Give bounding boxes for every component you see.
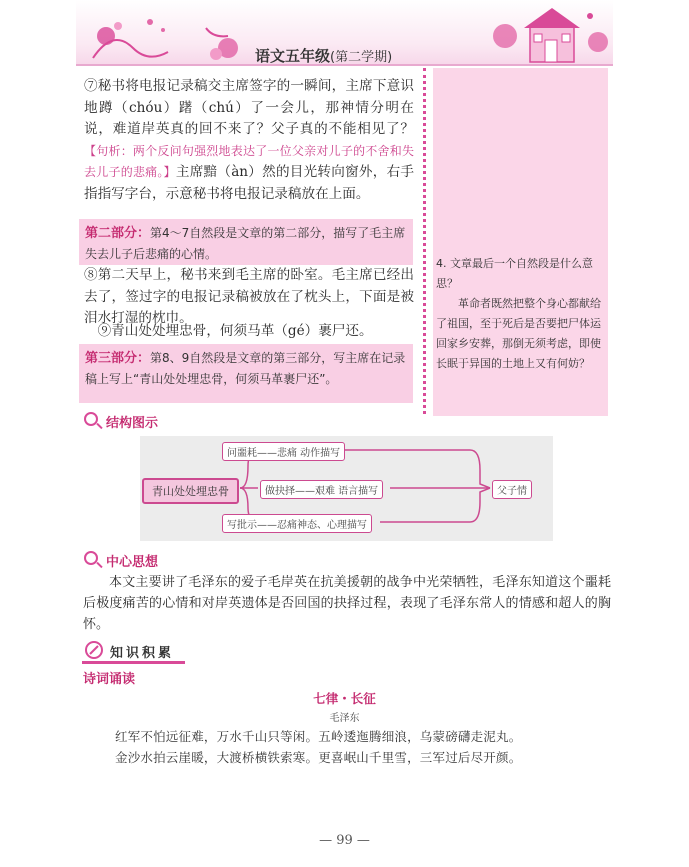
header-title: 语文五年级(第二学期) [255,47,393,65]
theme-heading: 中心思想 [106,555,159,570]
paragraph-8: ⑧第二天早上，秘书来到毛主席的卧室。毛主席已经出去了，签过字的电报记录稿被放在了枕头上，下面是被泪水打湿的枕巾。 [84,267,414,327]
diagram-branch-1: 问噩耗——悲痛 动作描写 [222,442,345,461]
sentence-analysis: 【句析：两个反问句强烈地表达了一位父亲对儿子的不舍和失去儿子的悲痛。】 [84,143,414,180]
diagram-center-node: 青山处处埋忠骨 [142,478,239,504]
structure-diagram [140,436,553,541]
side-answer: 革命者既然把整个身心都献给了祖国，至于死后是否要把尸体运回家乡安葬，那倒无须考虑，即使长眠于异国的土地上又有何妨？ [436,297,601,370]
poem-title: 七律・长征 [313,691,376,706]
diagram-branch-3: 写批示——忍痛神态、心理描写 [222,514,372,533]
paragraph-7: ⑦秘书将电报记录稿交主席签字的一瞬间，主席下意识地蹲（chóu）躇（chú）了一会儿，那神情分明在说，难道岸英真的回不来了？父子真的不能相见了？【句析：两个反问句强烈地表达了一位父亲对儿子的不舍和失去儿子的悲痛。】主席黯（àn）然的目光转向窗外，右手指指写字台，示意秘书将电报记录稿放在上面。 [84,78,414,202]
knowledge-underline [82,661,185,664]
diagram-result-node: 父子情 [492,480,532,499]
poem-line-2: 金沙水拍云崖暖，大渡桥横铁索寒。更喜岷山千里雪，三军过后尽开颜。 [115,750,522,765]
magnifier-icon [84,551,98,565]
dotted-divider [423,68,426,414]
pen-icon [84,640,104,660]
magnifier-icon [84,412,98,426]
flower-decoration [88,8,248,64]
theme-text: 本文主要讲了毛泽东的爱子毛岸英在抗美援朝的战争中光荣牺牲，毛泽东知道这个噩耗后极度痛苦的心情和对岸英遗体是否回国的抉择过程，表现了毛泽东常人的情感和超人的胸怀。 [83,575,611,632]
part-two-box: 第二部分：第4～7自然段是文章的第二部分，描写了毛主席失去儿子后悲痛的心情。 [79,219,413,265]
diagram-branch-2: 做抉择——艰难 语言描写 [260,480,383,499]
poem-line-1: 红军不怕远征难，万水千山只等闲。五岭逶迤腾细浪，乌蒙磅礴走泥丸。 [115,729,522,744]
structure-heading: 结构图示 [106,416,159,431]
poem-author: 毛泽东 [329,713,360,724]
knowledge-heading: 知识积累 [110,646,175,661]
paragraph-9: ⑨青山处处埋忠骨，何须马革（gé）裹尸还。 [97,323,373,339]
poetry-subheading: 诗词诵读 [83,672,136,687]
page-number: — 99 — [319,833,370,848]
side-question: 4. 文章最后一个自然段是什么意思？ [436,257,593,290]
house-decoration [490,6,613,64]
part-three-box: 第三部分：第8、9自然段是文章的第三部分，写主席在记录稿上写上“青山处处埋忠骨，何须马革裹尸还”。 [79,344,413,403]
